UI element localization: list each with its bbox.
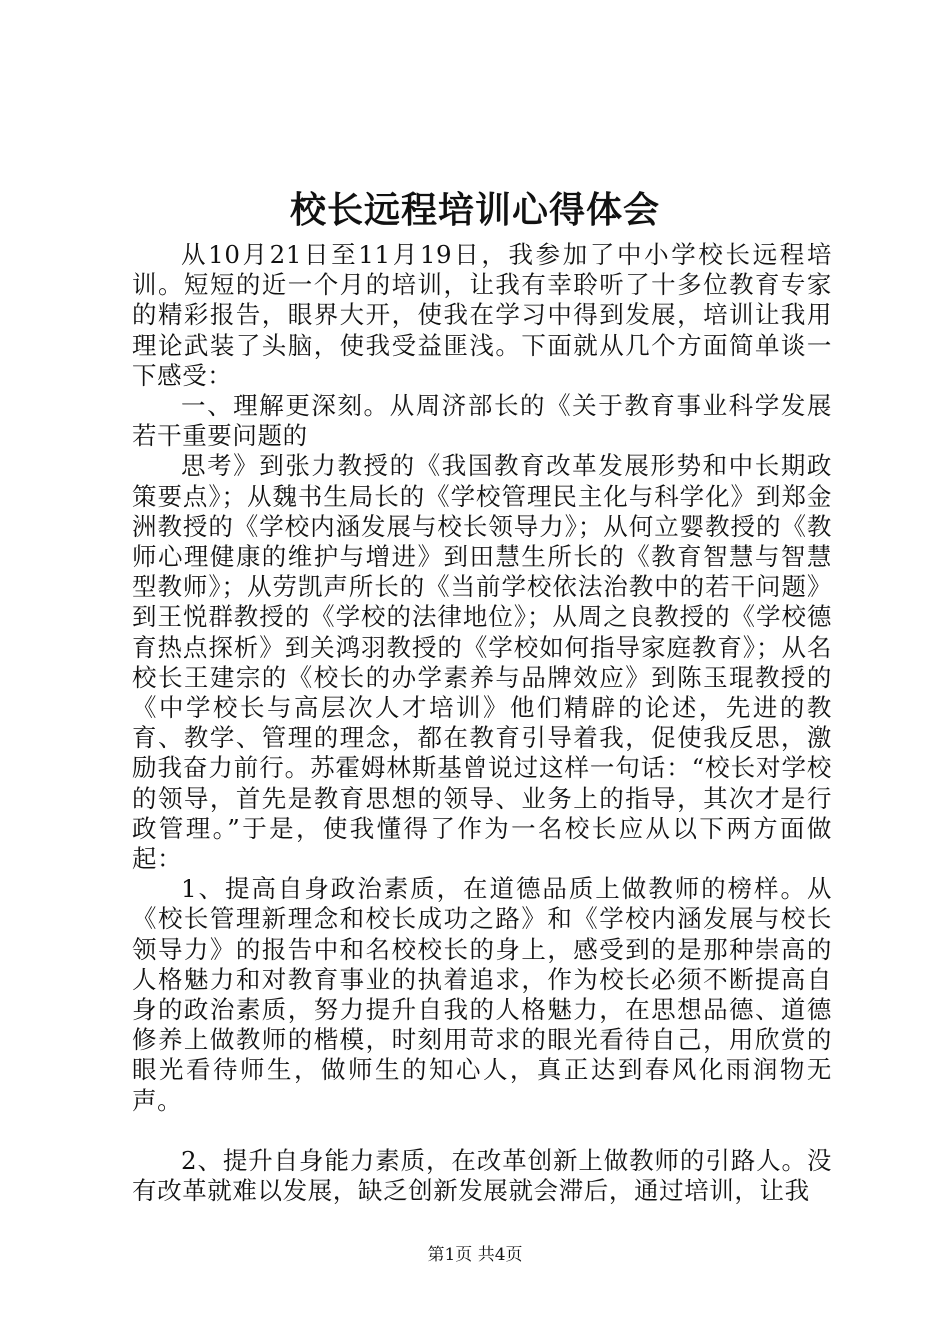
document-title: 校长远程培训心得体会 [289, 189, 660, 231]
page-footer: 第1页 共4页 [427, 1245, 523, 1265]
paragraph-section-1-body: 思考》到张力教授的《我国教育改革发展形势和中长期政策要点》；从魏书生局长的《学校管理民主化与科学化》到郑金洲教授的《学校内涵发展与校长领导力》；从何立婴教授的《教师心理健康的维护与增进》到田慧生所长的《教育智慧与智慧型教师》；从劳凯声所长的《当前学校依法治教中的若干问题》到王悦群教授的《学校的法律地位》；从周之良教授的《学校德育热点探析》到关鸿羽教授的《学校如何指导家庭教育》；从名校长王建宗的《校长的办学素养与品牌效应》到陈玉琨教授的《中学校长与高层次人才培训》他们精辟的论述，先进的教育、教学、管理的理念，都在教育引导着我，促使我反思，激励我奋力前行。苏霍姆林斯基曾说过这样一句话：“校长对学校的领导，首先是教育思想的领导、业务上的指导，其次才是行政管理。”于是，使我懂得了作为一名校长应从以下两方面做起： [132, 451, 832, 874]
paragraph-section-1-heading: 一、理解更深刻。从周济部长的《关于教育事业科学发展若干重要问题的 [132, 391, 832, 451]
document-body [132, 240, 832, 1206]
paragraph-point-1: 1、提高自身政治素质，在道德品质上做教师的榜样。从《校长管理新理念和校长成功之路》和《学校内涵发展与校长领导力》的报告中和名校校长的身上，感受到的是那种崇高的人格魅力和对教育事业的执着追求，作为校长必须不断提高自身的政治素质，努力提升自我的人格魅力，在思想品德、道德修养上做教师的楷模，时刻用苛求的眼光看待自己，用欣赏的眼光看待师生，做师生的知心人，真正达到春风化雨润物无声。 [132, 874, 832, 1115]
paragraph-point-2: 2、提升自身能力素质，在改革创新上做教师的引路人。没有改革就难以发展，缺乏创新发展就会滞后，通过培训，让我 [132, 1145, 832, 1206]
paragraph-intro: 从10月21日至11月19日，我参加了中小学校长远程培训。短短的近一个月的培训，让我有幸聆听了十多位教育专家的精彩报告，眼界大开，使我在学习中得到发展，培训让我用理论武装了头脑，使我受益匪浅。下面就从几个方面简单谈一下感受： [132, 240, 832, 390]
